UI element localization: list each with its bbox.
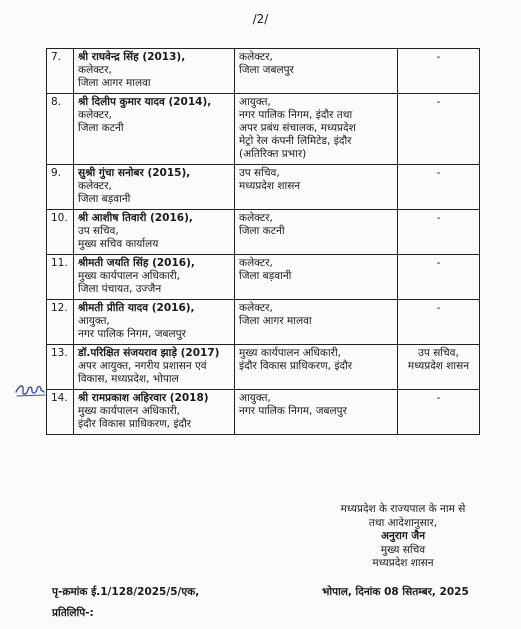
current-posting-line: अपर आयुक्त, नगरीय प्रशासन एवं	[78, 360, 207, 372]
additional-charge-cell	[398, 165, 480, 210]
officer-cell	[74, 300, 235, 345]
new-posting-line: आयुक्त,	[239, 392, 271, 404]
officer-cell	[74, 49, 235, 94]
table-row	[47, 300, 480, 345]
new-posting-line: नगर पालिक निगम, जबलपुर	[239, 405, 347, 417]
current-posting-line: आयुक्त,	[78, 315, 110, 327]
serial-number: 14.	[47, 390, 74, 435]
table-row	[47, 165, 480, 210]
officer-cell	[74, 390, 235, 435]
additional-charge-line: -	[436, 51, 441, 63]
signatory-name: अनुराग जैन	[380, 530, 426, 542]
new-posting-line: इंदौर विकास प्राधिकरण, इंदौर	[239, 360, 353, 372]
serial-number: 11.	[47, 255, 74, 300]
officer-cell	[74, 165, 235, 210]
additional-charge-cell	[398, 94, 480, 165]
new-posting-line: जिला जबलपुर	[239, 64, 294, 76]
table-row	[47, 345, 480, 390]
serial-number: 7.	[47, 49, 74, 94]
additional-charge-line: -	[436, 167, 441, 179]
additional-charge-line: -	[436, 96, 441, 108]
signatory-office: मध्यप्रदेश शासन	[372, 557, 434, 569]
new-posting-line: नगर पालिक निगम, इंदौर तथा	[239, 109, 353, 121]
signature-block	[318, 503, 488, 571]
serial-number: 8.	[47, 94, 74, 165]
additional-charge-line: -	[436, 257, 441, 269]
table-row	[47, 255, 480, 300]
additional-charge-cell	[398, 390, 480, 435]
new-posting-cell	[235, 165, 398, 210]
current-posting-line: जिला कटनी	[78, 122, 124, 134]
current-posting-line: कलेक्टर,	[78, 180, 112, 192]
new-posting-line: कलेक्टर,	[239, 51, 273, 63]
additional-charge-cell	[398, 255, 480, 300]
table-row	[47, 210, 480, 255]
new-posting-cell	[235, 390, 398, 435]
serial-number: 9.	[47, 165, 74, 210]
new-posting-line: आयुक्त,	[239, 96, 271, 108]
table-row	[47, 94, 480, 165]
new-posting-line: मुख्य कार्यपालन अधिकारी,	[239, 347, 342, 359]
serial-number: 12.	[47, 300, 74, 345]
new-posting-line: अपर प्रबंध संचालक, मध्यप्रदेश	[239, 122, 356, 134]
order-number: पृ-क्रमांक ई.1/128/2025/5/एक,	[52, 586, 200, 598]
serial-number: 10.	[47, 210, 74, 255]
officer-name: श्री राघवेन्द्र सिंह (2013),	[78, 51, 186, 63]
table-row	[47, 390, 480, 435]
additional-charge-line: मध्यप्रदेश शासन	[407, 360, 470, 372]
date-line: भोपाल, दिनांक 08 सितम्बर, 2025	[322, 586, 469, 598]
new-posting-cell	[235, 49, 398, 94]
new-posting-line: (अतिरिक्त प्रभार)	[239, 148, 307, 160]
new-posting-line: उप सचिव,	[239, 167, 280, 179]
current-posting-line: मुख्य सचिव कार्यालय	[78, 238, 159, 250]
current-posting-line: इंदौर विकास प्राधिकरण, इंदौर	[78, 418, 192, 430]
authority-line-2: तथा आदेशानुसार,	[368, 516, 438, 529]
officer-name: श्री दिलीप कुमार यादव (2014),	[78, 96, 212, 108]
current-posting-line: विकास, मध्यप्रदेश, भोपाल	[78, 373, 179, 385]
current-posting-line: जिला बड़वानी	[78, 193, 131, 205]
officer-cell	[74, 345, 235, 390]
new-posting-line: कलेक्टर,	[239, 257, 273, 269]
officer-cell	[74, 255, 235, 300]
additional-charge-line: -	[436, 392, 441, 404]
officer-cell	[74, 94, 235, 165]
serial-number: 13.	[47, 345, 74, 390]
current-posting-line: मुख्य कार्यपालन अधिकारी,	[78, 405, 181, 417]
page-number: /2/	[252, 12, 269, 26]
officer-name: सुश्री गुंचा सनोबर (2015),	[78, 167, 191, 179]
new-posting-cell	[235, 300, 398, 345]
new-posting-line: जिला बड़वानी	[239, 270, 292, 282]
officer-name: डॉ.परिक्षित संजयराव झाड़े (2017)	[78, 347, 220, 359]
table-row	[47, 49, 480, 94]
new-posting-line: जिला कटनी	[239, 225, 285, 237]
current-posting-line: नगर पालिक निगम, जबलपुर	[78, 328, 186, 340]
current-posting-line: मुख्य कार्यपालन अधिकारी,	[78, 270, 181, 282]
additional-charge-cell	[398, 345, 480, 390]
current-posting-line: कलेक्टर,	[78, 64, 112, 76]
postings-table	[46, 48, 480, 435]
new-posting-line: कलेक्टर,	[239, 212, 273, 224]
copy-to-heading: प्रतिलिपि-:	[52, 607, 94, 619]
officer-name: श्रीमती प्रीति यादव (2016),	[78, 302, 195, 314]
officer-name: श्री आशीष तिवारी (2016),	[78, 212, 193, 224]
additional-charge-cell	[398, 300, 480, 345]
additional-charge-line: -	[436, 212, 441, 224]
new-posting-line: जिला आगर मालवा	[239, 315, 312, 327]
current-posting-line: कलेक्टर,	[78, 109, 112, 121]
current-posting-line: जिला पंचायत, उज्जैन	[78, 283, 162, 295]
signatory-designation: मुख्य सचिव	[380, 543, 426, 556]
current-posting-line: जिला आगर मालवा	[78, 77, 151, 89]
officer-name: श्रीमती जयति सिंह (2016),	[78, 257, 195, 269]
current-posting-line: उप सचिव,	[78, 225, 119, 237]
authority-line-1: मध्यप्रदेश के राज्यपाल के नाम से	[340, 503, 466, 515]
additional-charge-line: -	[436, 302, 441, 314]
new-posting-cell	[235, 94, 398, 165]
new-posting-cell	[235, 255, 398, 300]
additional-charge-line: उप सचिव,	[418, 347, 459, 359]
new-posting-line: कलेक्टर,	[239, 302, 273, 314]
new-posting-cell	[235, 210, 398, 255]
new-posting-line: मेट्रो रेल कंपनी लिमिटेड, इंदौर	[239, 135, 352, 147]
postings-table-body	[47, 49, 480, 435]
additional-charge-cell	[398, 49, 480, 94]
cut-off-text-line	[120, 622, 320, 629]
new-posting-cell	[235, 345, 398, 390]
officer-cell	[74, 210, 235, 255]
new-posting-line: मध्यप्रदेश शासन	[239, 180, 301, 192]
handwritten-initials	[14, 380, 48, 404]
additional-charge-cell	[398, 210, 480, 255]
officer-name: श्री रामप्रकाश अहिरवार (2018)	[78, 392, 209, 404]
